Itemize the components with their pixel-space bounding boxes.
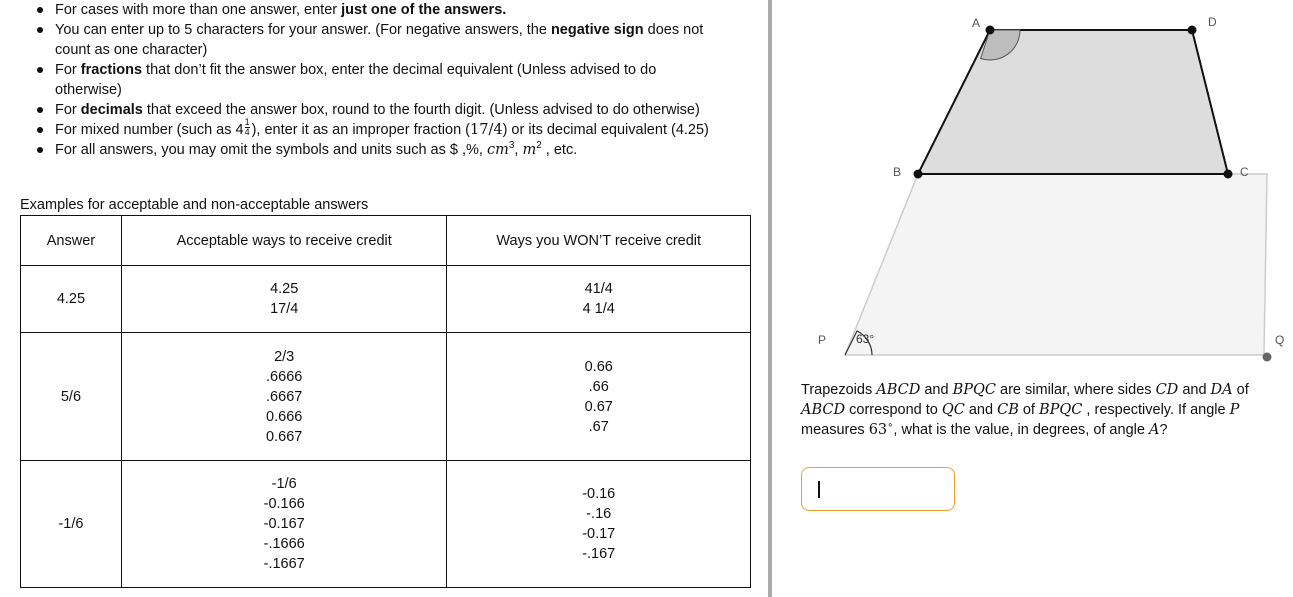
point-c bbox=[1224, 170, 1233, 179]
table-row bbox=[21, 333, 751, 461]
bullet-dot-icon bbox=[37, 107, 43, 113]
text-cursor-icon bbox=[818, 481, 820, 498]
instruction-item: For fractions that don’t fit the answer box, enter the decimal equivalent (Unless advised to do otherwise) bbox=[34, 60, 754, 100]
not-acceptable-cell: -0.16 -.16 -0.17 -.167 bbox=[447, 461, 751, 588]
column-header: Ways you WON’T receive credit bbox=[447, 216, 751, 266]
acceptable-cell: -1/6 -0.166 -0.167 -.1666 -.1667 bbox=[121, 461, 447, 588]
label-d: D bbox=[1208, 15, 1217, 29]
bullet-dot-icon bbox=[37, 147, 43, 153]
examples-title: Examples for acceptable and non-acceptable answers bbox=[20, 197, 369, 213]
not-acceptable-cell: 0.66 .66 0.67 .67 bbox=[447, 333, 751, 461]
label-c: C bbox=[1240, 165, 1249, 179]
angle-p-label: 63° bbox=[856, 332, 875, 346]
bullet-dot-icon bbox=[37, 67, 43, 73]
instruction-list bbox=[34, 0, 754, 160]
point-b bbox=[914, 170, 923, 179]
column-header: Acceptable ways to receive credit bbox=[121, 216, 447, 266]
instruction-item: You can enter up to 5 characters for your answer. (For negative answers, the negative sign does not count as one character) bbox=[34, 20, 754, 60]
not-acceptable-cell: 41/4 4 1/4 bbox=[447, 266, 751, 333]
label-b: B bbox=[893, 165, 902, 179]
point-d bbox=[1188, 26, 1197, 35]
answer-cell: 4.25 bbox=[21, 266, 122, 333]
question-text: Trapezoids ABCD and BPQC are similar, where sides CD and DA of ABCD correspond to QC and CB of BPQC , respectively. If angle P measures 63∘, what is the value, in degrees, of angle A? bbox=[801, 382, 1249, 438]
examples-table bbox=[20, 215, 751, 588]
question-panel bbox=[772, 0, 1293, 597]
instruction-item: For cases with more than one answer, enter just one of the answers. bbox=[34, 0, 754, 20]
instruction-item: For decimals that exceed the answer box, round to the fourth digit. (Unless advised to do otherwise) bbox=[34, 100, 754, 120]
table-row bbox=[21, 461, 751, 588]
instruction-item: For mixed number (such as 4 $\frac{1}{4}$ ), enter it as an improper fraction (17/4) or its decimal equivalent (4.25) bbox=[34, 120, 754, 140]
trapezoid-bpqc bbox=[845, 174, 1267, 355]
trapezoid-diagram bbox=[772, 0, 1293, 375]
table-header-row bbox=[21, 216, 751, 266]
acceptable-cell: 2/3 .6666 .6667 0.666 0.667 bbox=[121, 333, 447, 461]
column-header: Answer bbox=[21, 216, 122, 266]
answer-cell: 5/6 bbox=[21, 333, 122, 461]
trapezoid-abcd bbox=[918, 30, 1228, 174]
answer-cell: -1/6 bbox=[21, 461, 122, 588]
acceptable-cell: 4.25 17/4 bbox=[121, 266, 447, 333]
instruction-item: For all answers, you may omit the symbols and units such as $ ,%, $cm^3$, $m^2$ , etc. bbox=[34, 140, 754, 160]
bullet-dot-icon bbox=[37, 27, 43, 33]
label-q: Q bbox=[1275, 333, 1285, 347]
label-a: A bbox=[972, 16, 981, 30]
label-p: P bbox=[818, 333, 827, 347]
table-row bbox=[21, 266, 751, 333]
answer-input[interactable] bbox=[801, 467, 955, 511]
point-q bbox=[1263, 353, 1272, 362]
point-a bbox=[986, 26, 995, 35]
bullet-dot-icon bbox=[37, 7, 43, 13]
bullet-dot-icon bbox=[37, 127, 43, 133]
mixed-number-fraction: $\frac{1}{4}$ bbox=[244, 116, 250, 137]
